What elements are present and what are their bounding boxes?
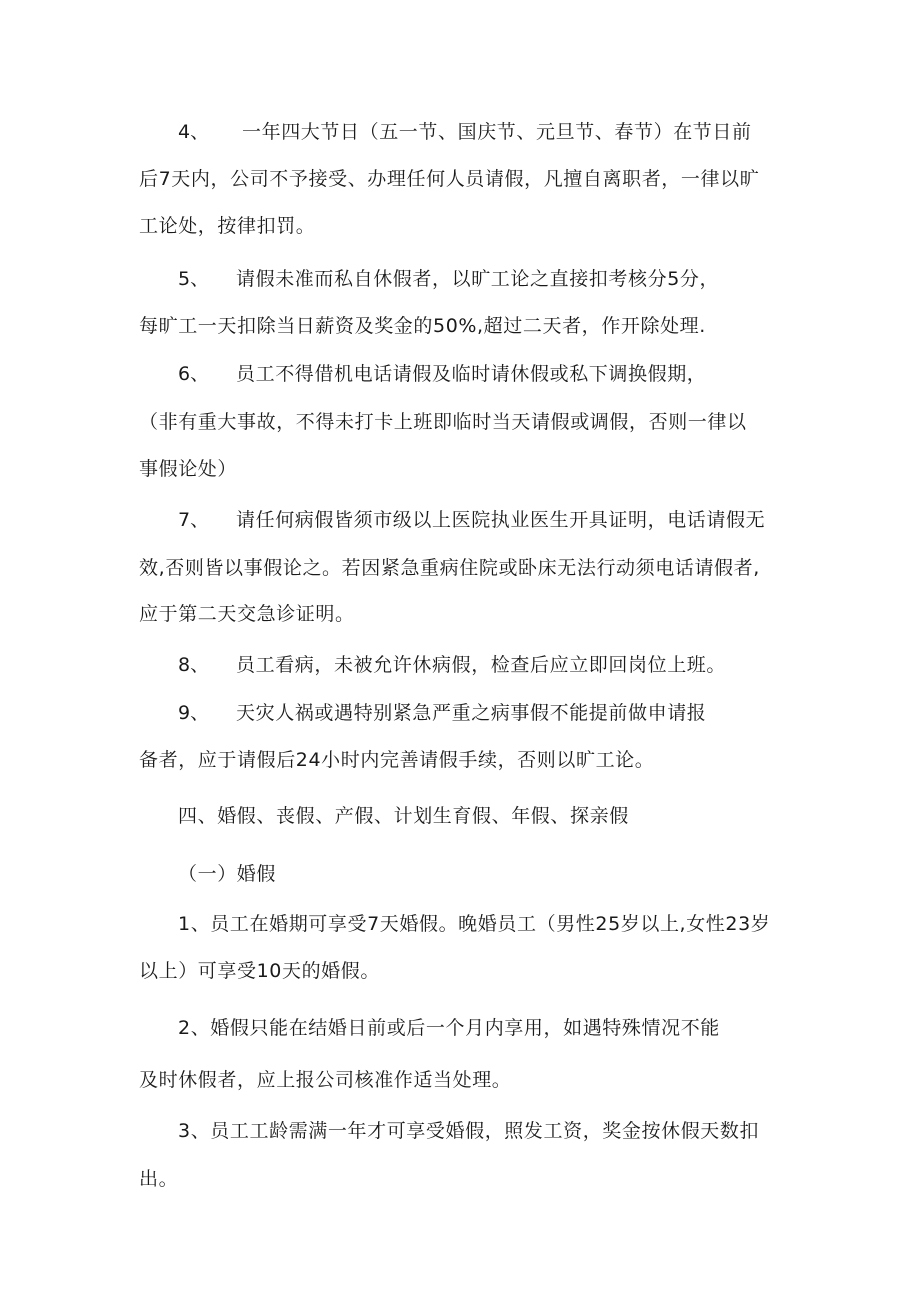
item-8-number: 8、 <box>178 654 210 676</box>
marriage-rule-2-line-2: 及时休假者，应上报公司核准作适当处理。 <box>139 1069 512 1091</box>
item-9-line-1: 9、 天灾人祸或遇特别紧急严重之病事假不能提前做申请报 <box>178 702 707 724</box>
item-4-number: 4、 <box>178 121 210 143</box>
item-5-line-2: 每旷工一天扣除当日薪资及奖金的50%,超过二天者，作开除处理. <box>139 315 706 337</box>
marriage-rule-3-line-1: 3、员工工龄需满一年才可享受婚假，照发工资，奖金按休假天数扣 <box>178 1120 760 1142</box>
marriage-rule-1-line-2: 以上）可享受10天的婚假。 <box>139 960 380 982</box>
item-4-line-3: 工论处，按律扣罚。 <box>139 215 316 237</box>
item-7-line-2: 效,否则皆以事假论之。若因紧急重病住院或卧床无法行动须电话请假者, <box>139 557 760 579</box>
item-5-line-1: 5、 请假未准而私自休假者，以旷工论之直接扣考核分5分， <box>178 268 720 290</box>
item-9-number: 9、 <box>178 702 210 724</box>
item-7-number: 7、 <box>178 509 210 531</box>
item-7-line-1: 7、 请任何病假皆须市级以上医院执业医生开具证明，电话请假无 <box>178 509 766 531</box>
item-9-line-2: 备者，应于请假后24小时内完善请假手续，否则以旷工论。 <box>139 749 655 771</box>
marriage-rule-1-line-1: 1、员工在婚期可享受7天婚假。晚婚员工（男性25岁以上,女性23岁 <box>178 913 771 935</box>
subsection-heading: （一）婚假 <box>178 863 277 885</box>
marriage-rule-3-line-2: 出。 <box>139 1168 179 1190</box>
item-5-number: 5、 <box>178 268 210 290</box>
section-heading: 四、婚假、丧假、产假、计划生育假、年假、探亲假 <box>178 805 629 827</box>
item-6-line-2: （非有重大事故，不得未打卡上班即临时当天请假或调假，否则一律以 <box>139 411 747 433</box>
item-6-number: 6、 <box>178 363 210 385</box>
item-6-line-1: 6、 员工不得借机电话请假及临时请休假或私下调换假期， <box>178 363 707 385</box>
item-7-line-3: 应于第二天交急诊证明。 <box>139 603 355 625</box>
marriage-rule-2-line-1: 2、婚假只能在结婚日前或后一个月内享用，如遇特殊情况不能 <box>178 1017 720 1039</box>
item-8-line-1: 8、 员工看病，未被允许休病假，检查后应立即回岗位上班。 <box>178 654 727 676</box>
item-6-line-3: 事假论处） <box>139 458 238 480</box>
item-4-line-1: 4、 一年四大节日（五一节、国庆节、元旦节、春节）在节日前 <box>178 121 752 143</box>
item-4-line-2: 后7天内，公司不予接受、办理任何人员请假，凡擅自离职者，一律以旷 <box>139 168 760 190</box>
